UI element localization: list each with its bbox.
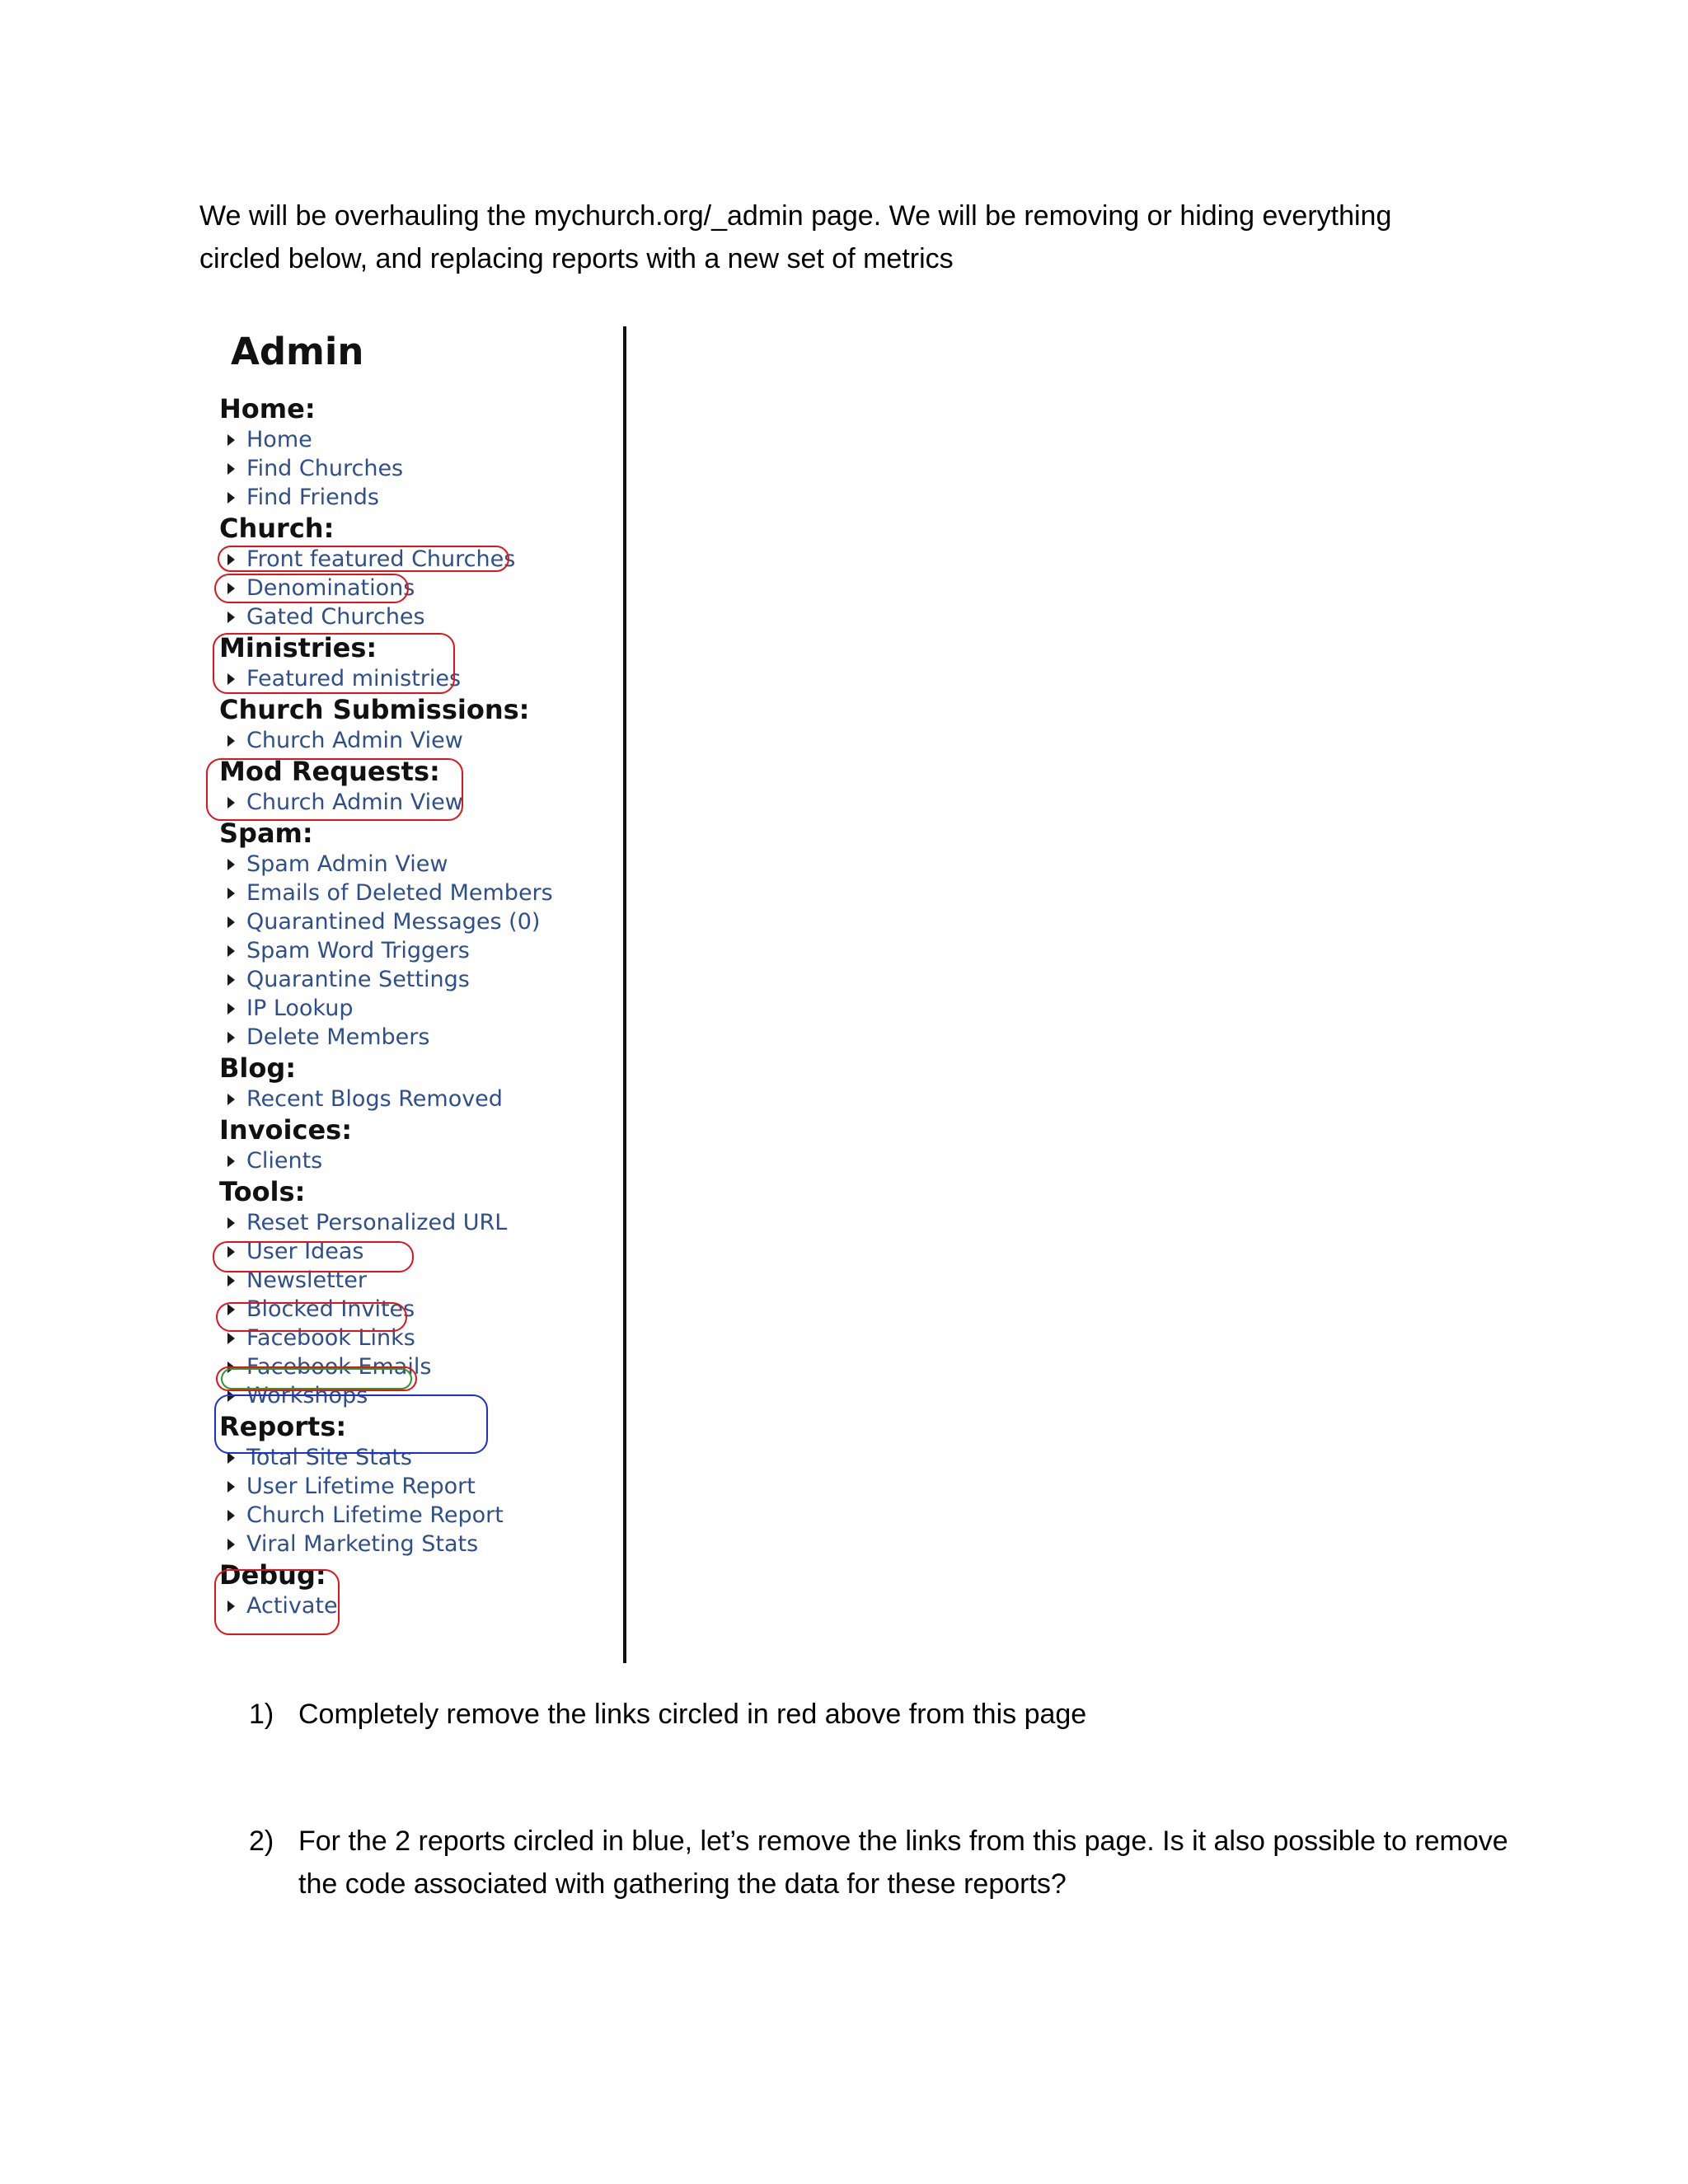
nav-link-label[interactable]: Home bbox=[246, 427, 312, 452]
triangle-bullet-icon bbox=[227, 1217, 235, 1229]
vertical-divider bbox=[623, 326, 626, 1663]
nav-link[interactable] bbox=[219, 1146, 615, 1175]
nav-link[interactable] bbox=[219, 1266, 615, 1295]
nav-link-label[interactable]: Find Churches bbox=[246, 456, 404, 481]
section-title: Tools: bbox=[219, 1176, 306, 1207]
section-title: Debug: bbox=[219, 1559, 326, 1591]
triangle-bullet-icon bbox=[227, 1452, 235, 1464]
nav-link[interactable] bbox=[219, 1023, 615, 1052]
triangle-bullet-icon bbox=[227, 1155, 235, 1167]
nav-link-label[interactable]: Workshops bbox=[246, 1383, 368, 1408]
nav-link[interactable] bbox=[219, 1501, 615, 1530]
step-1-text: Completely remove the links circled in red above from this page bbox=[298, 1699, 1087, 1730]
nav-link-label[interactable]: Newsletter bbox=[246, 1268, 367, 1293]
triangle-bullet-icon bbox=[227, 434, 235, 446]
step-2-number: 2) bbox=[249, 1825, 274, 1857]
nav-link-label[interactable]: Quarantined Messages (0) bbox=[246, 909, 541, 935]
nav-link-label[interactable]: Reset Personalized URL bbox=[246, 1210, 508, 1235]
nav-link-label[interactable]: Facebook Emails bbox=[246, 1354, 432, 1380]
section-title: Ministries: bbox=[219, 632, 377, 663]
triangle-bullet-icon bbox=[227, 1601, 235, 1612]
nav-link[interactable] bbox=[219, 483, 615, 512]
triangle-bullet-icon bbox=[227, 1481, 235, 1493]
section-title: Spam: bbox=[219, 818, 313, 849]
nav-link[interactable] bbox=[219, 1530, 615, 1558]
nav-link-label[interactable]: Spam Word Triggers bbox=[246, 938, 470, 963]
triangle-bullet-icon bbox=[227, 1333, 235, 1344]
triangle-bullet-icon bbox=[227, 1304, 235, 1315]
triangle-bullet-icon bbox=[227, 463, 235, 475]
nav-link[interactable] bbox=[219, 1295, 615, 1324]
section-title: Reports: bbox=[219, 1411, 347, 1442]
nav-link-label[interactable]: Denominations bbox=[246, 575, 415, 601]
nav-link-label[interactable]: Emails of Deleted Members bbox=[246, 880, 553, 906]
nav-link[interactable] bbox=[219, 788, 615, 817]
nav-link[interactable] bbox=[219, 936, 615, 965]
triangle-bullet-icon bbox=[227, 797, 235, 808]
nav-link[interactable] bbox=[219, 965, 615, 994]
nav-link-label[interactable]: Delete Members bbox=[246, 1024, 430, 1050]
triangle-bullet-icon bbox=[227, 1246, 235, 1258]
triangle-bullet-icon bbox=[227, 673, 235, 685]
triangle-bullet-icon bbox=[227, 1390, 235, 1402]
nav-link[interactable] bbox=[219, 850, 615, 879]
nav-link[interactable] bbox=[219, 602, 615, 631]
triangle-bullet-icon bbox=[227, 1094, 235, 1105]
step-1-number: 1) bbox=[249, 1699, 274, 1730]
triangle-bullet-icon bbox=[227, 859, 235, 870]
nav-link-label[interactable]: User Ideas bbox=[246, 1239, 364, 1264]
triangle-bullet-icon bbox=[227, 945, 235, 957]
nav-link-label[interactable]: Blocked Invites bbox=[246, 1296, 415, 1322]
nav-link[interactable] bbox=[219, 545, 615, 574]
nav-link-label[interactable]: Recent Blogs Removed bbox=[246, 1086, 503, 1112]
triangle-bullet-icon bbox=[227, 888, 235, 899]
nav-link[interactable] bbox=[219, 1324, 615, 1352]
triangle-bullet-icon bbox=[227, 1539, 235, 1550]
nav-link-label[interactable]: Quarantine Settings bbox=[246, 967, 470, 992]
nav-link-label[interactable]: Church Admin View bbox=[246, 728, 463, 753]
section-title: Mod Requests: bbox=[219, 756, 440, 787]
nav-link-label[interactable]: Gated Churches bbox=[246, 604, 425, 630]
triangle-bullet-icon bbox=[227, 583, 235, 594]
nav-link-label[interactable]: Front featured Churches bbox=[246, 546, 516, 572]
triangle-bullet-icon bbox=[227, 735, 235, 747]
triangle-bullet-icon bbox=[227, 612, 235, 623]
triangle-bullet-icon bbox=[227, 492, 235, 504]
nav-link[interactable] bbox=[219, 1237, 615, 1266]
nav-link[interactable] bbox=[219, 454, 615, 483]
nav-link[interactable] bbox=[219, 574, 615, 602]
nav-link[interactable] bbox=[219, 1443, 615, 1472]
nav-link[interactable] bbox=[219, 879, 615, 907]
nav-link[interactable] bbox=[219, 994, 615, 1023]
triangle-bullet-icon bbox=[227, 974, 235, 986]
nav-link[interactable] bbox=[219, 726, 615, 755]
triangle-bullet-icon bbox=[227, 1510, 235, 1521]
nav-link[interactable] bbox=[219, 1352, 615, 1381]
nav-link-label[interactable]: Spam Admin View bbox=[246, 851, 448, 877]
nav-link-label[interactable]: Activate bbox=[246, 1593, 338, 1619]
intro-line-2: circled below, and replacing reports with a new set of metrics bbox=[199, 243, 954, 274]
nav-link[interactable] bbox=[219, 1591, 615, 1620]
nav-link-label[interactable]: User Lifetime Report bbox=[246, 1474, 476, 1499]
admin-nav bbox=[219, 392, 615, 1620]
nav-link-label[interactable]: Viral Marketing Stats bbox=[246, 1531, 479, 1557]
nav-link[interactable] bbox=[219, 1472, 615, 1501]
triangle-bullet-icon bbox=[227, 1361, 235, 1373]
nav-link-label[interactable]: Facebook Links bbox=[246, 1325, 415, 1351]
nav-link[interactable] bbox=[219, 1381, 615, 1410]
intro-line-1: We will be overhauling the mychurch.org/_admin page. We will be removing or hiding everything bbox=[199, 200, 1392, 232]
section-title: Invoices: bbox=[219, 1114, 353, 1146]
nav-link-label[interactable]: Find Friends bbox=[246, 485, 379, 510]
nav-link[interactable] bbox=[219, 664, 615, 693]
triangle-bullet-icon bbox=[227, 1032, 235, 1043]
nav-link-label[interactable]: Church Admin View bbox=[246, 790, 463, 815]
section-title: Home: bbox=[219, 393, 316, 424]
section-title: Blog: bbox=[219, 1052, 297, 1084]
admin-title: Admin bbox=[231, 330, 364, 373]
nav-link[interactable] bbox=[219, 425, 615, 454]
nav-link[interactable] bbox=[219, 907, 615, 936]
nav-link-label[interactable]: Total Site Stats bbox=[246, 1445, 412, 1470]
triangle-bullet-icon bbox=[227, 916, 235, 928]
nav-link-label[interactable]: IP Lookup bbox=[246, 996, 354, 1021]
step-2-text: For the 2 reports circled in blue, let’s remove the links from this page. Is it also possible to remove the code associated with gathering the data for these reports? bbox=[298, 1825, 1508, 1900]
admin-screenshot bbox=[206, 326, 625, 1663]
nav-link-label[interactable]: Church Lifetime Report bbox=[246, 1502, 504, 1528]
nav-link[interactable] bbox=[219, 1208, 615, 1237]
triangle-bullet-icon bbox=[227, 554, 235, 565]
section-title: Church: bbox=[219, 513, 335, 544]
nav-link-label[interactable]: Clients bbox=[246, 1148, 323, 1174]
intro-paragraph bbox=[199, 194, 1485, 280]
nav-link[interactable] bbox=[219, 1085, 615, 1113]
section-title: Church Submissions: bbox=[219, 694, 530, 725]
nav-link-label[interactable]: Featured ministries bbox=[246, 666, 462, 691]
triangle-bullet-icon bbox=[227, 1275, 235, 1286]
triangle-bullet-icon bbox=[227, 1003, 235, 1015]
